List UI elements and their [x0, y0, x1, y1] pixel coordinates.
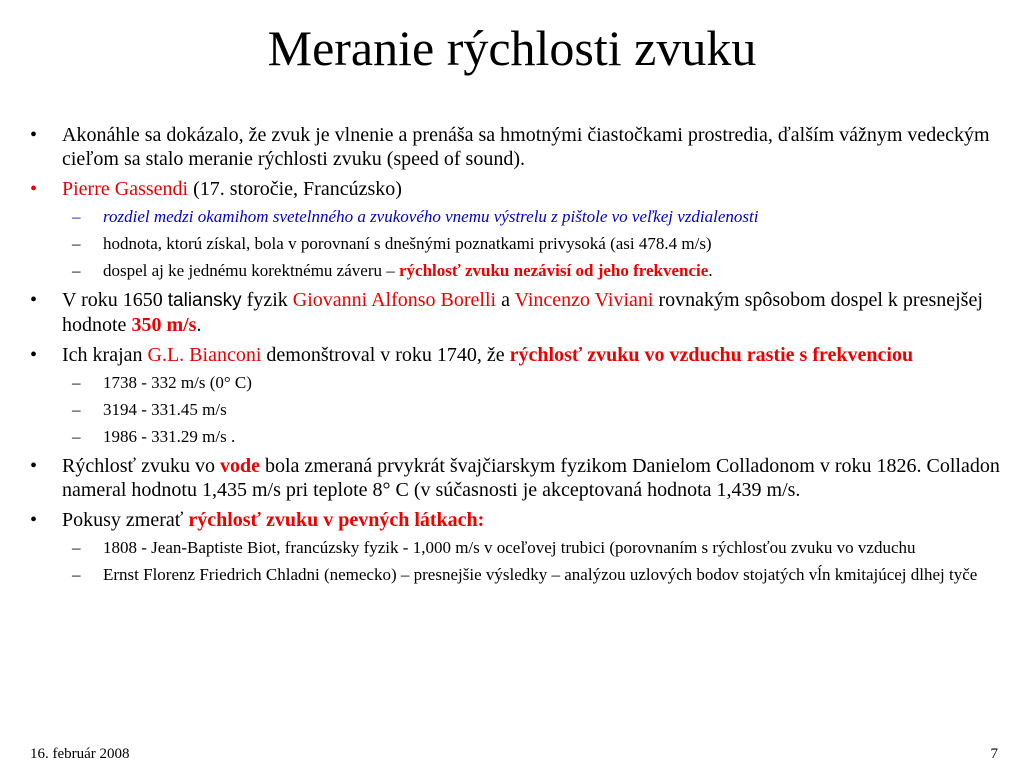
- sub-bullet-text: hodnota, ktorú získal, bola v porovnaní s dnešnými poznatkami privysoká (asi 478.4 m/s): [103, 234, 712, 253]
- sub-bullet-text: 1808 - Jean-Baptiste Biot, francúzsky fyzik - 1,000 m/s v oceľovej trubici (porovnaním s rýchlosťou zvuku vo vzduchu: [103, 538, 916, 557]
- bullet-item: [30, 288, 1005, 337]
- sub-bullet-item: [30, 565, 1005, 585]
- sub-bullet-item: [30, 207, 1005, 227]
- sub-bullet-item: [30, 373, 1005, 393]
- bullet-marker: •: [30, 124, 38, 146]
- bullet-text: Rýchlosť zvuku vo: [62, 455, 220, 477]
- scientist-name: Vincenzo Viviani: [514, 289, 654, 311]
- bullet-marker: •: [30, 509, 38, 531]
- bullet-marker: •: [30, 289, 38, 311]
- bullet-text: Ich krajan: [62, 344, 148, 366]
- dash-marker: –: [72, 207, 81, 226]
- sub-bullet-text: Ernst Florenz Friedrich Chladni (nemecko) – presnejšie výsledky – analýzou uzlových bodov stojatých vĺn kmitajúcej dlhej tyče: [103, 565, 978, 584]
- sub-bullet-item: [30, 400, 1005, 420]
- emphasis-text: rýchlosť zvuku v pevných látkach:: [188, 509, 485, 531]
- dash-marker: –: [72, 565, 81, 584]
- emphasis-text: rýchlosť zvuku nezávisí od jeho frekvencie: [398, 261, 709, 280]
- sub-bullet-text: 1738 - 332 m/s (0° C): [103, 373, 252, 392]
- scientist-name: Pierre Gassendi: [62, 178, 189, 200]
- sub-bullet-item: [30, 538, 1005, 558]
- sub-bullet-text: 3194 - 331.45 m/s: [103, 400, 227, 419]
- bullet-text: demonštroval v roku 1740, že: [261, 344, 510, 366]
- bullet-text: rovnakým spôsobom dospel k presnejšej hodnote: [62, 289, 983, 336]
- emphasis-text: rýchlosť zvuku vo vzduchu rastie s frekvenciou: [509, 344, 914, 366]
- bullet-text: a: [496, 289, 515, 311]
- sub-bullet-text: rozdiel medzi okamihom svetelnného a zvukového vnemu výstrelu z pištole vo veľkej vzdialenosti: [103, 207, 759, 226]
- bullet-text: fyzik: [241, 289, 293, 311]
- bullet-text: (17. storočie, Francúzsko): [188, 178, 402, 200]
- sub-bullet-item: [30, 261, 1005, 281]
- footer-date: 16. február 2008: [30, 746, 130, 762]
- dash-marker: –: [72, 261, 81, 280]
- slide-title: Meranie rýchlosti zvuku: [267, 20, 757, 76]
- bullet-text: bola zmeraná prvykrát švajčiarskym fyzikom Danielom Colladonom v roku 1826. Colladon nameral hodnotu 1,435 m/s pri teplote 8° C (v súčasnosti je akceptovaná hodnota 1,439 m/s.: [62, 455, 1000, 501]
- slide-content: [30, 123, 1005, 592]
- bullet-item: [30, 454, 1005, 502]
- bullet-marker: •: [30, 178, 38, 200]
- bullet-text: .: [196, 314, 202, 336]
- bullet-text: Akonáhle sa dokázalo, že zvuk je vlnenie a prenáša sa hmotnými čiastočkami prostredia, ďalším vážnym vedeckým cieľom sa stalo meranie rýchlosti zvuku (speed of sound).: [62, 124, 990, 170]
- page-number: 7: [990, 746, 998, 762]
- bullet-item: [30, 343, 1005, 367]
- bullet-marker: •: [30, 455, 38, 477]
- bullet-item: [30, 508, 1005, 532]
- dash-marker: –: [72, 538, 81, 557]
- bullet-text: taliansky: [167, 290, 242, 311]
- sub-bullet-text: 1986 - 331.29 m/s .: [103, 427, 236, 446]
- bullet-text: V roku 1650: [62, 289, 168, 311]
- sub-bullet-item: [30, 234, 1005, 254]
- scientist-name: Giovanni Alfonso Borelli: [292, 289, 497, 311]
- dash-marker: –: [72, 427, 81, 446]
- sub-bullet-text: dospel aj ke jednému korektnému záveru –: [103, 261, 399, 280]
- dash-marker: –: [72, 373, 81, 392]
- emphasis-value: 350 m/s: [131, 314, 197, 336]
- emphasis-text: vode: [219, 455, 260, 477]
- bullet-marker: •: [30, 344, 38, 366]
- sub-bullet-item: [30, 427, 1005, 447]
- dash-marker: –: [72, 400, 81, 419]
- sub-bullet-text: .: [708, 261, 713, 280]
- bullet-text: Pokusy zmerať: [62, 509, 189, 531]
- dash-marker: –: [72, 234, 81, 253]
- bullet-item: [30, 123, 1005, 171]
- scientist-name: G.L. Bianconi: [147, 344, 262, 366]
- bullet-item: [30, 177, 1005, 201]
